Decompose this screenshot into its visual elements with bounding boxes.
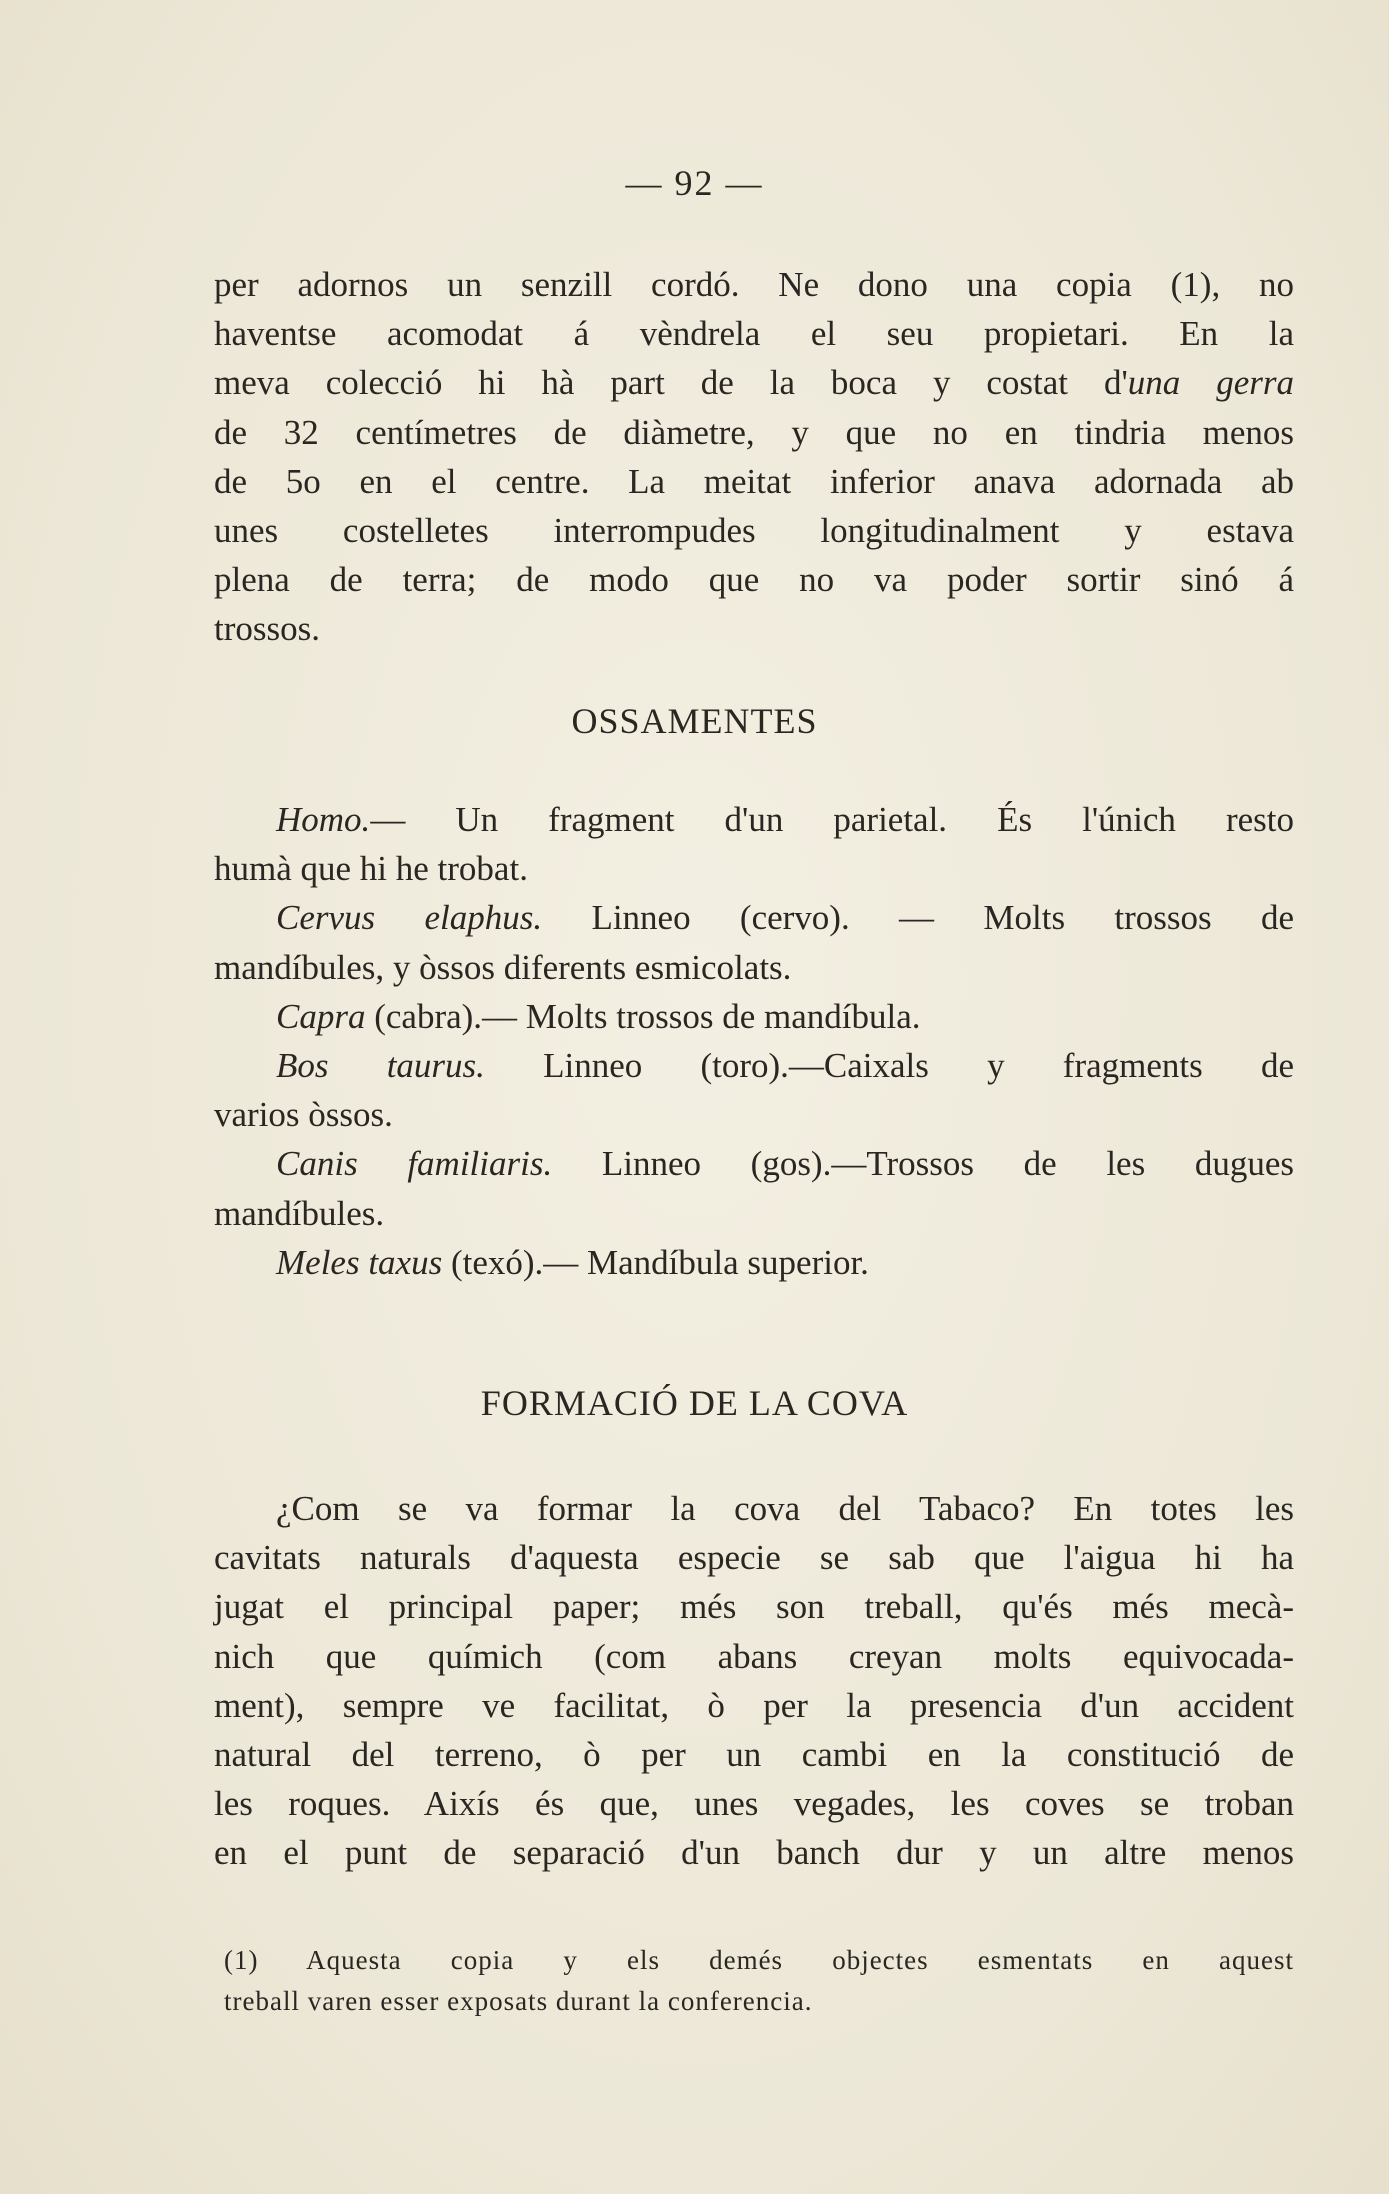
species-entry: Homo.— Un fragment d'un parietal. És l'únich resto xyxy=(276,800,1294,839)
species-entry: Meles taxus (texó).— Mandíbula superior. xyxy=(276,1242,869,1282)
page-number: — 92 — xyxy=(625,163,764,203)
text-line: haventse acomodat á vèndrela el seu propietari. En la xyxy=(214,314,1294,354)
text-line: unes costelletes interrompudes longitudinalment y estava xyxy=(214,511,1294,551)
species-entry: Canis familiaris. Linneo (gos).—Trossos de les dugues xyxy=(276,1144,1295,1184)
species-continuation: mandíbules, y òssos diferents esmicolats. xyxy=(214,947,792,987)
section-heading-formacio: FORMACIÓ DE LA COVA xyxy=(480,1383,909,1423)
text-line: nich que químich (com abans creyan molts equivocada- xyxy=(214,1636,1294,1676)
footnote xyxy=(224,1940,1294,2022)
species-list xyxy=(214,795,1294,1287)
text-line: meva colecció hi hà part de la boca y costat d'una gerra xyxy=(214,363,1294,403)
text-line: ¿Com se va formar la cova del Tabaco? En totes les xyxy=(276,1489,1294,1528)
footnote-line: treball varen esser exposats durant la conferencia. xyxy=(224,1986,813,2016)
text-line: en el punt de separació d'un banch dur y un altre menos xyxy=(214,1833,1294,1873)
species-continuation: humà que hi he trobat. xyxy=(214,849,528,889)
text-line: ment), sempre ve facilitat, ò per la presencia d'un accident xyxy=(214,1685,1294,1725)
species-entry: Cervus elaphus. Linneo (cervo). — Molts trossos de xyxy=(276,898,1294,938)
species-continuation: mandíbules. xyxy=(214,1193,385,1233)
text-line: de 32 centímetres de diàmetre, y que no en tindria menos xyxy=(214,412,1294,452)
text-line: les roques. Aixís és que, unes vegades, les coves se troban xyxy=(214,1784,1294,1824)
text-line: jugat el principal paper; més son treball, qu'és més mecà- xyxy=(214,1587,1294,1627)
formacio-paragraph xyxy=(214,1484,1294,1878)
text-line: trossos. xyxy=(214,609,320,649)
footnote-line: (1) Aquesta copia y els demés objectes esmentats en aquest xyxy=(224,1945,1294,1975)
text-line: de 5o en el centre. La meitat inferior anava adornada ab xyxy=(214,461,1294,501)
species-entry: Bos taurus. Linneo (toro).—Caixals y fragments de xyxy=(276,1046,1294,1086)
text-line: cavitats naturals d'aquesta especie se sab que l'aigua hi ha xyxy=(214,1538,1294,1578)
section-heading-ossamentes: OSSAMENTES xyxy=(571,701,818,741)
species-continuation: varios òssos. xyxy=(214,1095,393,1135)
text-line: plena de terra; de modo que no va poder sortir sinó á xyxy=(214,560,1294,600)
species-entry: Capra (cabra).— Molts trossos de mandíbula. xyxy=(276,996,921,1036)
text-line: per adornos un senzill cordó. Ne dono una copia (1), no xyxy=(214,265,1294,304)
text-line: natural del terreno, ò per un cambi en la constitució de xyxy=(214,1735,1294,1775)
intro-paragraph xyxy=(214,260,1294,654)
